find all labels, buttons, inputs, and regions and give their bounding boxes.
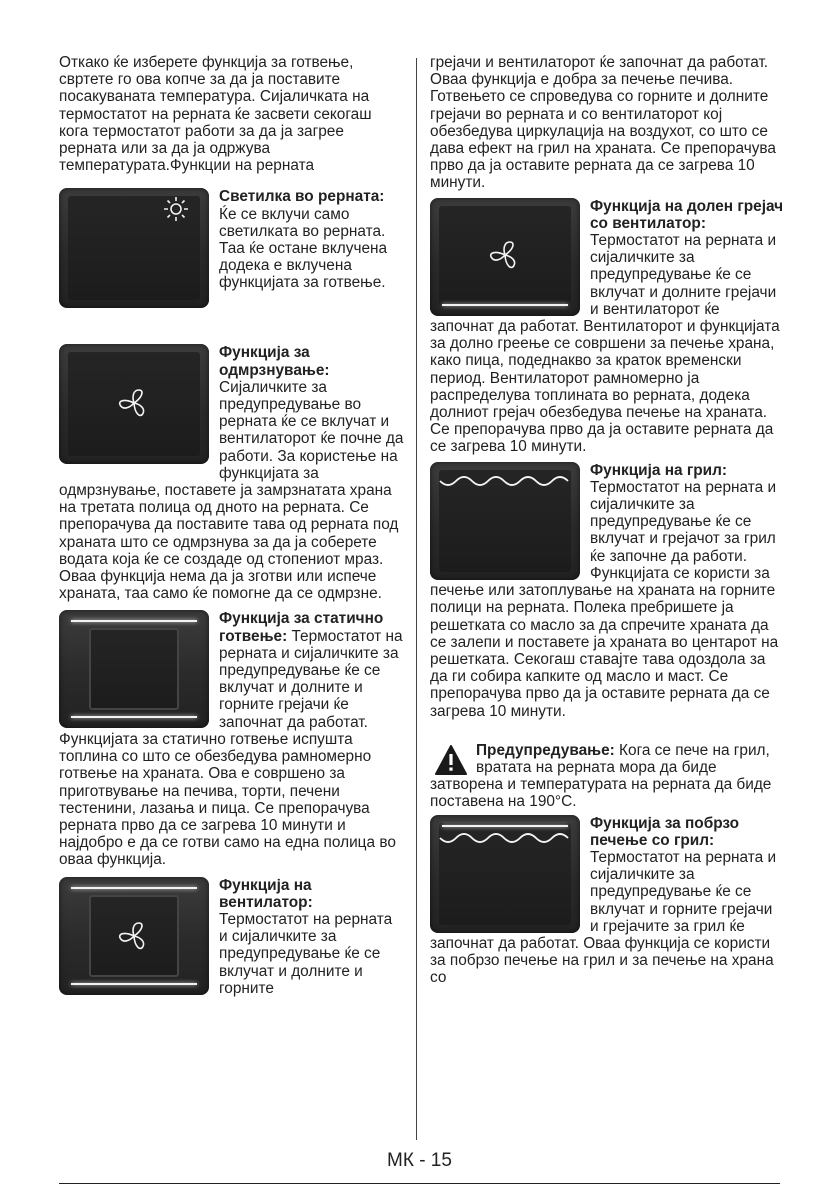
fan-oven-image	[59, 877, 209, 995]
grill-body: Термостатот на рерната и сијаличките за предупредување ќе се вклучат и грејачот за грил ќе започне да работи. Функцијата се користи за печење или затоплување на храната на горните полици на рерната. Полека пребришете ја решетката со масло за да спречите храната да се залепи и поставете ја храната во центарот на решетката. Секогаш ставајте тава одоздола за да ги собира капките од масло и маст. Се препорачува прво да ја оставите рерната да се загрева 10 минути.	[430, 478, 779, 720]
bottom-fan-body: Термостатот на рерната и сијаличките за предупредување ќе се вклучат и долните грејачи и вентилаторот ќе започнат да работат. Вентилаторот и функцијата за долно греење се совршени за печење храна, како пица, подеднакво за краток временски период. Вентилаторот рамномерно ја распределува топлината во рерната, додека долниот грејач обезбедува печење на храната. Се препорачува прво да ја оставите рерната да се загрева 10 минути.	[430, 232, 780, 456]
bottom-fan-section	[430, 198, 785, 456]
intro-paragraph: Откако ќе изберете функција за готвење, свртете го ова копче за да ја поставите посакуваната температура. Сијаличката на термостатот на рерната ќе засвети секогаш кога термостатот работи за да ја загрее рерната или за да ја одржува температурата.Функции на рерната	[59, 54, 372, 175]
bottom-fan-oven-image	[430, 198, 580, 316]
static-body: Термостатот на рерната и сијаличките за предупредување ќе се вклучат и долните и горните грејачи ќе започнат да работат. Функцијата за статично готвење испушта топлина со што се обезбедува рамномерно готвење на храната. Ова е совршено за приготвување на печива, торти, печени тестенини, лазања и пица. Се препорачува рерната прво да се загрева 10 минути и најдобро е да се готви само на една полица во оваа функција.	[59, 627, 403, 869]
defrost-oven-image	[59, 344, 209, 464]
static-section	[59, 610, 404, 868]
right-column	[430, 54, 785, 987]
fast-grill-section	[430, 815, 785, 987]
fan-icon	[115, 384, 153, 422]
footer-rule	[59, 1183, 780, 1184]
warning-section	[430, 742, 785, 811]
lamp-oven-image	[59, 188, 209, 308]
top-heater-line	[71, 620, 197, 622]
grill-wave	[438, 476, 572, 490]
defrost-section	[59, 344, 404, 602]
fan-heading: Функција на вентилатор:	[219, 876, 313, 911]
grill-oven-image	[430, 462, 580, 580]
warning-heading: Предупредување:	[476, 741, 615, 759]
defrost-heading: Функција за одмрзнување:	[219, 344, 330, 379]
static-oven-image	[59, 610, 209, 728]
fast-grill-oven-image	[430, 815, 580, 933]
static-heading: Функција за статично готвење:	[219, 610, 384, 645]
top-heater-line	[71, 887, 197, 889]
page-number: МК - 15	[387, 1150, 452, 1171]
lamp-section	[59, 188, 404, 310]
warning-icon	[434, 744, 468, 776]
left-column	[59, 54, 404, 997]
fan-body: Термостатот на рерната и сијаличките за предупредување ќе се вклучат и долните и горните	[219, 910, 393, 997]
bottom-heater-line	[71, 983, 197, 985]
grill-wave	[438, 833, 572, 847]
column-divider	[416, 58, 417, 1140]
lamp-icon	[159, 194, 193, 224]
lamp-body: Ќе се вклучи само светилката во рерната. Таа ќе остане вклучена додека е вклучена функцијата за готвење.	[219, 205, 388, 292]
top-heater-line	[442, 825, 568, 827]
fan-icon	[486, 236, 524, 274]
bottom-heater-line	[442, 304, 568, 306]
bottom-fan-heading: Функција на долен грејач со вентилатор:	[590, 197, 784, 232]
fast-grill-heading: Функција за побрзо печење со грил:	[590, 814, 740, 849]
fast-grill-body: Термостатот на рерната и сијаличките за предупредување ќе се вклучат и горните грејачи и грејачите за грил ќе започнат да работат. Оваа функција се користи за побрзо печење на грил и за печење на храна со	[430, 848, 777, 987]
grill-heading: Функција на грил:	[590, 461, 728, 479]
grill-section	[430, 462, 785, 720]
fan-icon	[115, 917, 153, 955]
fan-section	[59, 877, 404, 997]
defrost-body: Сијаличките за предупредување во рерната ќе се вклучат и вентилаторот ќе почне да работи. За користење на функцијата за одмрзнување, поставете ја замрзнатата храна на третата полица од дното на рерната. Се препорачува да поставите тава од рерната под храната што се одмрзнува за да ја соберете водата која ќе се создаде од стопениот мраз. Оваа функција нема да ја зготви или испече храната, таа само ќе помогне да се одмрзне.	[59, 378, 404, 603]
continued-paragraph: грејачи и вентилаторот ќе започнат да работат. Оваа функција е добра за печење печива. Готвењето се спроведува со горните и долните грејачи во рерната и со вентилаторот кој обезбедува циркулација на воздухот, со што се дава ефект на грил на храната. Се препорачува прво да ја оставите рерната да се загрева 10 минути.	[430, 54, 776, 192]
bottom-heater-line	[71, 716, 197, 718]
warning-body: Кога се пече на грил, вратата на рерната мора да биде затворена и температурата на рерната да биде поставена на 190°C.	[430, 741, 772, 811]
lamp-heading: Светилка во рерната:	[219, 188, 385, 206]
